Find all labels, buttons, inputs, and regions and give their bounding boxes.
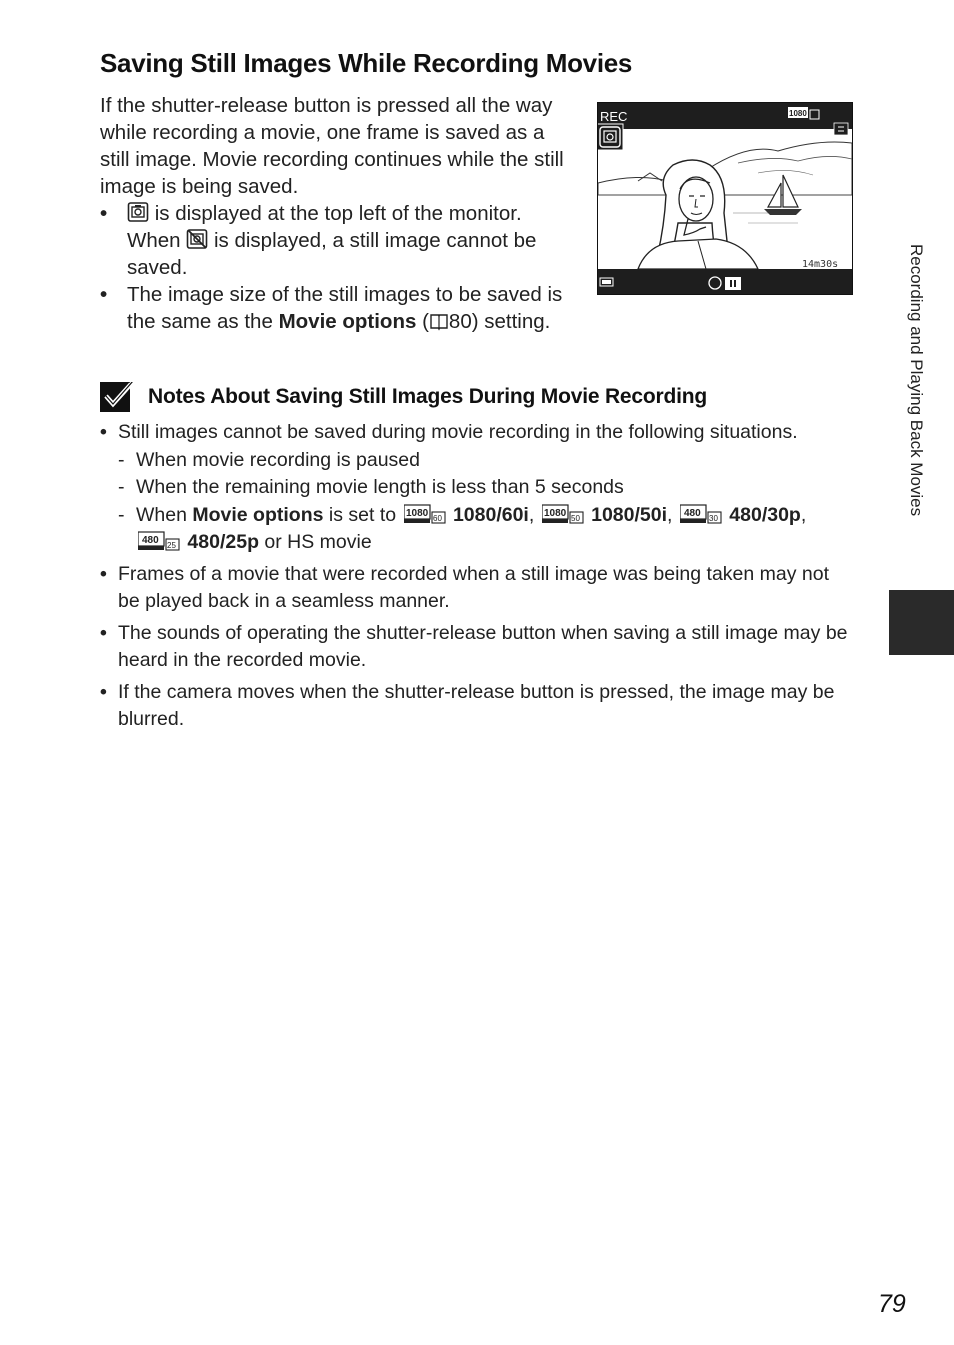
still-capture-indicator-icon: [600, 127, 620, 147]
notes-heading: [100, 382, 707, 412]
svg-text:30: 30: [708, 513, 718, 523]
option-480-30p: 480/30p: [729, 503, 801, 526]
svg-text:50: 50: [570, 513, 580, 523]
chapter-tab: [889, 590, 954, 655]
sub3-mid: is set to: [328, 503, 397, 526]
movie-1080-60i-icon: [404, 503, 446, 525]
option-480-25p: 480/25p: [187, 531, 259, 553]
sub-item: - When movie recording is paused: [118, 447, 852, 475]
chapter-side-label: Recording and Playing Back Movies: [907, 244, 926, 517]
notes-list: [100, 419, 852, 734]
battery-icon: [600, 278, 613, 286]
remaining-recording-time: 14m30s: [802, 259, 839, 270]
bullet-still-icon-info: [100, 200, 570, 281]
sub3-pre: When: [136, 503, 187, 526]
svg-text:60: 60: [432, 513, 442, 523]
bullet-image-size: [100, 281, 570, 335]
svg-text:1080: 1080: [543, 507, 566, 519]
svg-text:1080: 1080: [405, 507, 428, 519]
camera-monitor-illustration: [597, 102, 853, 295]
still-camera-disabled-icon: [186, 228, 208, 250]
movie-options-term: Movie options: [192, 503, 324, 526]
svg-text:25: 25: [167, 541, 176, 550]
vibration-reduction-icon: [834, 123, 848, 135]
notes-title: Notes About Saving Still Images During Movie Recording: [148, 385, 707, 408]
svg-text:480: 480: [683, 507, 701, 519]
note-item-text: Still images cannot be saved during movie recording in the following situations.: [118, 421, 798, 443]
intro-paragraph: If the shutter-release button is pressed all the way while recording a movie, one frame is saved as a still image. Movie recording continues while the still image is being saved.: [100, 94, 564, 198]
option-1080-60i: 1080/60i: [452, 503, 529, 526]
sub-item: - When the remaining movie length is less than 5 seconds: [118, 474, 852, 502]
note-item: • The sounds of operating the shutter-release button when saving a still image may be heard in the recorded movie.: [100, 620, 852, 675]
bullet2-ref-open: (: [416, 310, 429, 333]
movie-1080-50i-icon: [542, 503, 584, 525]
svg-text:480: 480: [142, 535, 159, 546]
rec-indicator: REC: [600, 109, 628, 124]
page-number: 79: [878, 1290, 906, 1318]
bullet2-text-pre: The image size of the still images to be saved is the same as the: [127, 283, 563, 333]
bullet1-text-a: is displayed at the top left of the monitor. When: [127, 202, 522, 252]
svg-text:1080: 1080: [789, 109, 807, 118]
intro-section: [100, 92, 570, 335]
caution-check-icon: [100, 382, 134, 412]
sub3-post: or HS movie: [264, 531, 372, 553]
book-reference-icon: [429, 311, 449, 331]
page-title: Saving Still Images While Recording Movies: [100, 48, 633, 78]
sub-item-movie-options: - When Movie options is set to 1080 60 1080/60i, 1080 50 1080/50i, 480 30 480/30p, 480 25 480/25p or HS movie: [118, 502, 852, 557]
page-reference[interactable]: 80: [448, 310, 472, 333]
note-item: [100, 419, 852, 557]
movie-480-30p-icon: [680, 503, 722, 525]
intro-bullets: [100, 200, 570, 335]
notes-section: [100, 419, 852, 738]
movie-options-term: Movie options: [278, 310, 417, 333]
still-camera-icon: [127, 201, 149, 223]
option-1080-50i: 1080/50i: [591, 503, 668, 526]
bullet2-text-post: ) setting.: [471, 310, 551, 333]
situations-list: [118, 447, 852, 557]
note-item: • If the camera moves when the shutter-release button is pressed, the image may be blurred.: [100, 679, 852, 734]
bullet1-text-b: is displayed, a still image cannot be saved.: [127, 229, 537, 279]
note-item: • Frames of a movie that were recorded when a still image was being taken may not be played back in a seamless manner.: [100, 561, 852, 616]
monitor-scene: [598, 103, 852, 294]
movie-480-25p-icon: [138, 530, 180, 552]
